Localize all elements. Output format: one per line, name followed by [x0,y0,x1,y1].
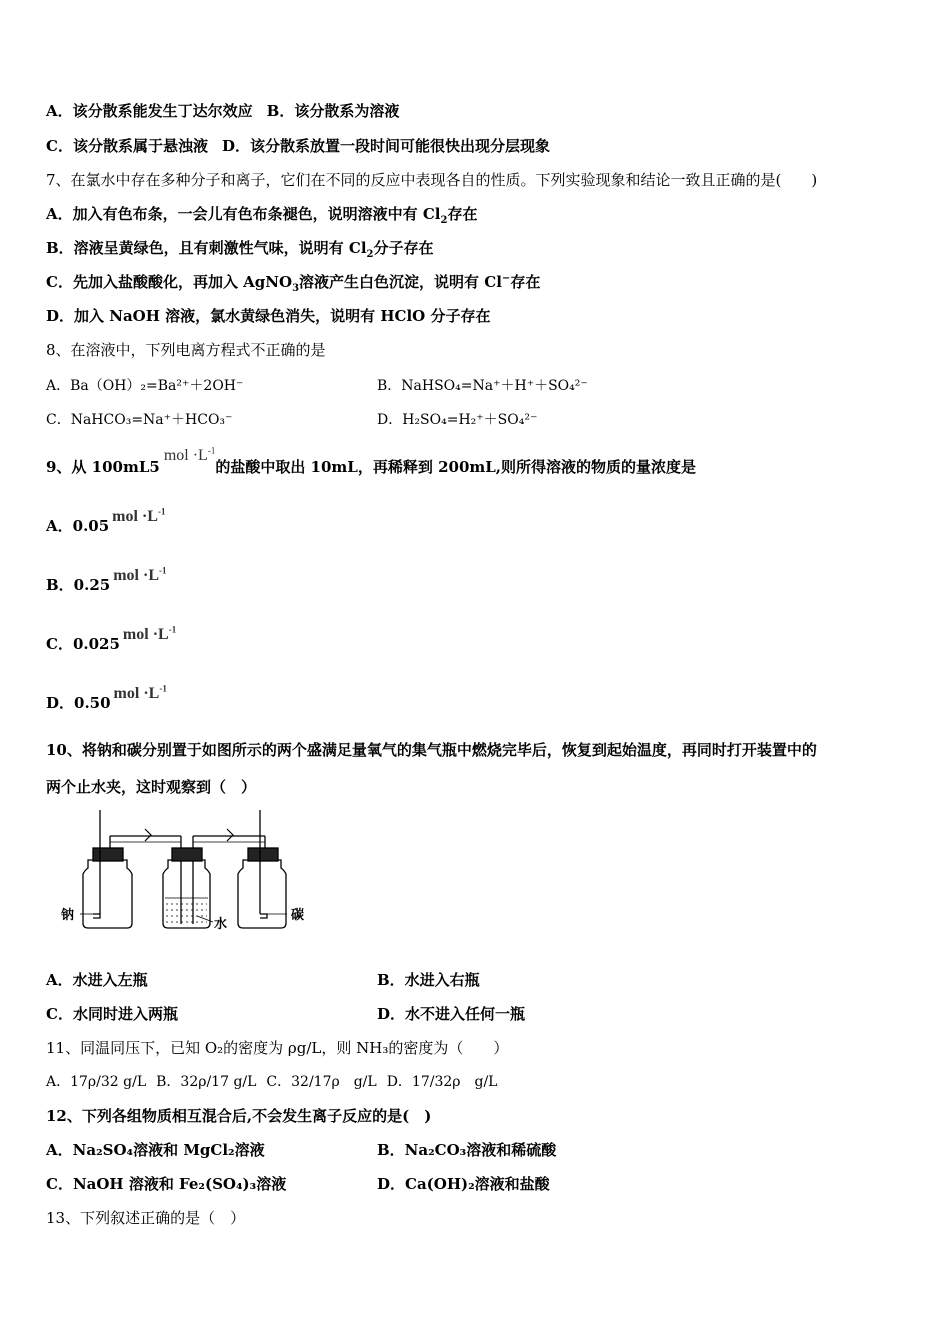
q7-option-c: C．先加入盐酸酸化，再加入 AgNO$_3$溶液产生白色沉淀，说明有 Cl−存在 [46,273,541,294]
q6-option-c: C．该分散系属于悬浊液 [46,137,208,155]
q10-option-c: C．水同时进入两瓶 [46,1005,178,1023]
q10-option-b: B．水进入右瓶 [377,971,480,989]
q11-option-a: A．17ρ/32 g/L [46,1074,147,1090]
q11-option-d: D．17/32ρ g/L [386,1074,498,1090]
left-clamp [145,829,151,841]
q6-options-row1 [46,101,399,121]
label-carbon: 碳 [291,908,305,923]
q8-option-c: C．NaHCO₃=Na⁺＋HCO₃⁻ [46,412,233,428]
q7-option-b: B．溶液呈黄绿色，且有刺激性气味，说明有 $Cl_2$分子存在 [46,239,434,260]
left-stopper [93,848,123,861]
q11-stem: 11、同温同压下，已知 O₂的密度为 ρg/L，则 NH₃的密度为（ ） [46,1039,509,1057]
q11-option-c: C．32/17ρ g/L [266,1074,377,1090]
middle-bottle [163,860,210,928]
q13-stem: 13、下列叙述正确的是（ ） [46,1209,246,1227]
q10-stem-line1: 10、将钠和碳分别置于如图所示的两个盛满足量氧气的集气瓶中燃烧完毕后，恢复到起始温度，再同时打开装置中的 [46,741,817,759]
q8-options-row1 [46,376,243,396]
q11-options [46,1072,497,1092]
water-level [165,898,208,922]
q9-option-a: A．$0.05mol \cdot L^{-1}$ [46,506,166,535]
q6-options-row2 [46,136,550,156]
q12-stem: 12、下列各组物质相互混合后,不会发生离子反应的是( ) [46,1107,432,1125]
q10-option-d: D．水不进入任何一瓶 [377,1005,526,1023]
q10-option-a: A．水进入左瓶 [46,971,148,989]
q12-option-b: B．Na₂CO₃溶液和稀硫酸 [377,1141,557,1159]
q9-option-c: C．$0.025mol \cdot L^{-1}$ [46,624,177,653]
q8-option-d: D．H₂SO₄=H₂⁺＋SO₄²⁻ [377,412,538,428]
middle-stopper [172,848,202,861]
q6-option-d: D．该分散系放置一段时间可能很快出现分层现象 [221,137,550,155]
q9-unit: mol $\cdot L^{-1}$ [163,445,216,464]
right-clamp [227,829,233,841]
q8-stem: 8、在溶液中，下列电离方程式不正确的是 [46,341,326,359]
q9-option-b: B．$0.25mol \cdot L^{-1}$ [46,565,167,594]
apparatus-diagram [55,808,315,938]
q9-option-d: D．$0.50mol \cdot L^{-1}$ [46,683,167,712]
q7-option-a: A．加入有色布条，一会儿有色布条褪色，说明溶液中有 $Cl_2$存在 [46,205,478,226]
q12-option-c: C．NaOH 溶液和 Fe₂(SO₄)₃溶液 [46,1175,287,1193]
label-sodium: 钠 [61,908,75,923]
q7-stem: 7、在氯水中存在多种分子和离子，它们在不同的反应中表现各自的性质。下列实验现象和结论一致且正确的是( ) [46,171,818,189]
q7-option-d: D．加入 NaOH 溶液，氯水黄绿色消失，说明有 HClO 分子存在 [46,307,491,325]
q12-option-a: A．Na₂SO₄溶液和 MgCl₂溶液 [46,1141,265,1159]
q8-option-b: B．NaHSO₄=Na⁺＋H⁺＋SO₄²⁻ [377,378,588,394]
q6-option-a: A．该分散系能发生丁达尔效应 [46,102,253,120]
q8-option-a: A．Ba（OH）₂=Ba²⁺＋2OH⁻ [46,378,244,394]
q12-option-d: D．Ca(OH)₂溶液和盐酸 [377,1175,550,1193]
label-water: 水 [214,917,228,932]
right-stopper [248,848,278,861]
q10-stem-line2: 两个止水夹，这时观察到（ ） [46,778,257,796]
left-bottle [83,860,132,928]
q6-option-b: B．该分散系为溶液 [266,102,400,120]
q11-option-b: B．32ρ/17 g/L [156,1074,257,1090]
q9-stem: 9、从 $100mL5mol \cdot L^{-1}$的盐酸中取出 10mL，再稀释到 200mL,则所得溶液的物质的量浓度是 [46,445,697,476]
